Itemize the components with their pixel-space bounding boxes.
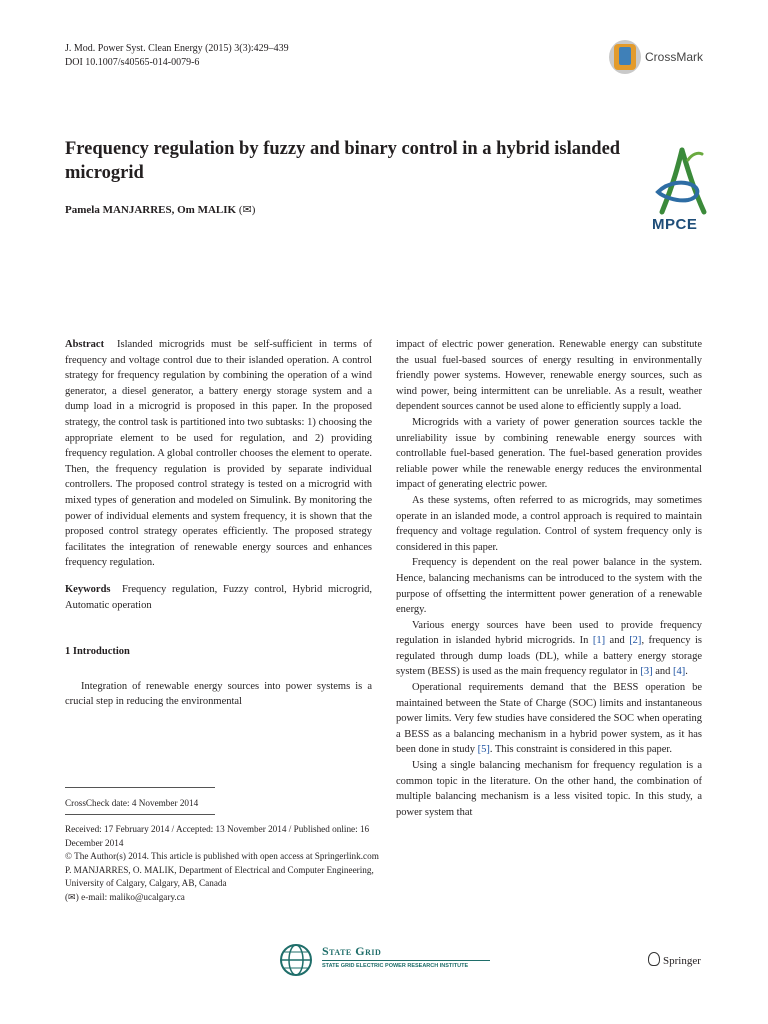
intro-paragraph-balancing: Using a single balancing mechanism for frequency regulation is a common topic in the literature. On the other hand, the combination of multiple balancing mechanism is a less visited topic. In this study, a power system that	[396, 760, 702, 818]
springer-logo	[648, 952, 701, 967]
intro-paragraph-sources	[396, 618, 702, 680]
crossmark-label: CrossMark	[645, 50, 704, 64]
sources-text-5: .	[685, 666, 688, 678]
journal-line-1: J. Mod. Power Syst. Clean Energy (2015) 3(3):429–439	[65, 43, 289, 54]
abstract-label: Abstract	[65, 339, 105, 350]
contact-email[interactable]: (✉) e-mail: maliko@ucalgary.ca	[65, 891, 185, 902]
mpce-logo	[648, 146, 714, 236]
springer-label: Springer	[663, 955, 701, 967]
received-dates: Received: 17 February 2014 / Accepted: 13 November 2014 / Published online: 16 December 2014	[65, 824, 370, 848]
sources-text-4: and	[652, 666, 674, 678]
section-heading-introduction: 1 Introduction	[65, 646, 130, 658]
sources-text-1: Various energy sources have been used to provide frequency regulation in islanded hybrid microgrids. In	[396, 619, 702, 647]
keywords-text: Frequency regulation, Fuzzy control, Hybrid microgrid, Automatic operation	[65, 583, 372, 611]
state-grid-rule	[322, 960, 490, 961]
springer-horse-icon	[648, 952, 660, 966]
citation-link[interactable]: [3]	[640, 666, 653, 678]
copyright-notice: © The Author(s) 2014. This article is published with open access at Springerlink.com	[65, 851, 379, 861]
crossmark-badge[interactable]	[609, 40, 729, 76]
sources-text-2: and	[605, 635, 630, 647]
state-grid-globe-icon	[276, 940, 316, 980]
left-column	[65, 337, 372, 710]
citation-link[interactable]: [1]	[592, 635, 606, 647]
intro-paragraph-microgrids: Microgrids with a variety of power generation sources tackle the unreliability issue by combining renewable energy sources with controllable fuel-based generation. The fuel-based generation provides reliable power while the renewable energy reduces the environmental impact of generating electric power.	[396, 416, 702, 491]
keywords-label: Keywords	[65, 583, 111, 595]
keywords-paragraph	[65, 582, 372, 613]
envelope-icon[interactable]: (✉)	[238, 204, 256, 216]
bess-text-1: Operational requirements demand that the BESS operation be maintained between the State of Charge (SOC) limits and instantaneous power limits. Very few studies have considered the SOC when operating a BESS as a balancing mechanism in a hybrid power system, as it has been done in study	[396, 682, 702, 756]
footnote-divider	[65, 787, 215, 788]
state-grid-name: State Grid	[322, 944, 382, 958]
footnote-divider-2	[65, 814, 215, 815]
intro-paragraph-islanded: As these systems, often referred to as microgrids, may sometimes operate in an islanded mode, a control approach is required to maintain frequency and voltage regulation. Control of system frequency only is considered in this paper.	[396, 494, 702, 553]
right-column	[396, 337, 702, 820]
journal-citation	[65, 42, 289, 70]
state-grid-logo	[276, 940, 316, 980]
bess-text-2: . This constraint is considered in this paper.	[489, 744, 672, 756]
authors-names: Pamela MANJARRES, Om MALIK	[65, 204, 237, 216]
author-affiliation: P. MANJARRES, O. MALIK, Department of Electrical and Computer Engineering, University of Calgary, Calgary, AB, Canada	[65, 864, 374, 888]
doi-line[interactable]: DOI 10.1007/s40565-014-0079-6	[65, 57, 200, 68]
article-title: Frequency regulation by fuzzy and binary control in a hybrid islanded microgrid	[65, 139, 621, 183]
mpce-emblem-icon	[648, 146, 714, 218]
intro-paragraph-1: Integration of renewable energy sources into power systems is a crucial step in reducing the environmental	[65, 680, 372, 708]
article-history	[65, 823, 385, 904]
author-list	[65, 203, 255, 216]
abstract-text: Islanded microgrids must be self-sufficient in terms of frequency and voltage control due to their islanded operation. A control strategy for frequency regulation by combining the operation of a wind generator, a diesel generator, a battery energy storage system and a dump load in a microgrid is proposed in this paper. In the proposed strategy, the control task is partitioned into two subtasks: 1) choosing the appropriate element to be used for regulation, and 2) providing frequency regulation. A global controller chooses the element to operate. Then, the frequency regulation is provided by separate individual controllers. The proposed control strategy is tested on a microgrid with mixed types of generation and modeled on Simulink. By monitoring the power of individual elements and system frequency, it is shown that the proposed control strategy operates efficiently. The proposed strategy facilitates the integration of renewable energy sources and enhances frequency regulation.	[65, 339, 373, 569]
citation-link[interactable]: [4]	[673, 666, 686, 678]
crosscheck-date: CrossCheck date: 4 November 2014	[65, 798, 199, 808]
abstract-paragraph	[65, 337, 372, 571]
crossmark-icon	[609, 40, 641, 74]
intro-paragraph-continued: impact of electric power generation. Renewable energy can substitute the usual fuel-based sources of energy resulting in environmentally friendly power systems. However, renewable energy sources, such as wind power, being intermittent can be unreliable. As a result, weather dependent sources cannot be used alone to efficiently supply a load.	[396, 339, 702, 413]
intro-paragraph-frequency: Frequency is dependent on the real power balance in the system. Hence, balancing mechanisms can be introduced to the system with the purpose of offsetting the intermittent power generation of a renewable energy.	[396, 557, 702, 616]
citation-link[interactable]: [5]	[477, 744, 490, 756]
intro-paragraph-bess	[396, 680, 702, 758]
sources-text-3: , frequency is regulated through dump loads (DL), while a battery energy storage system (BESS) is used as the main frequency regulator in	[396, 635, 702, 678]
state-grid-subtitle: STATE GRID ELECTRIC POWER RESEARCH INSTITUTE	[322, 963, 469, 969]
citation-link[interactable]: [2]	[629, 635, 642, 647]
mpce-logo-text: MPCE	[652, 216, 698, 233]
